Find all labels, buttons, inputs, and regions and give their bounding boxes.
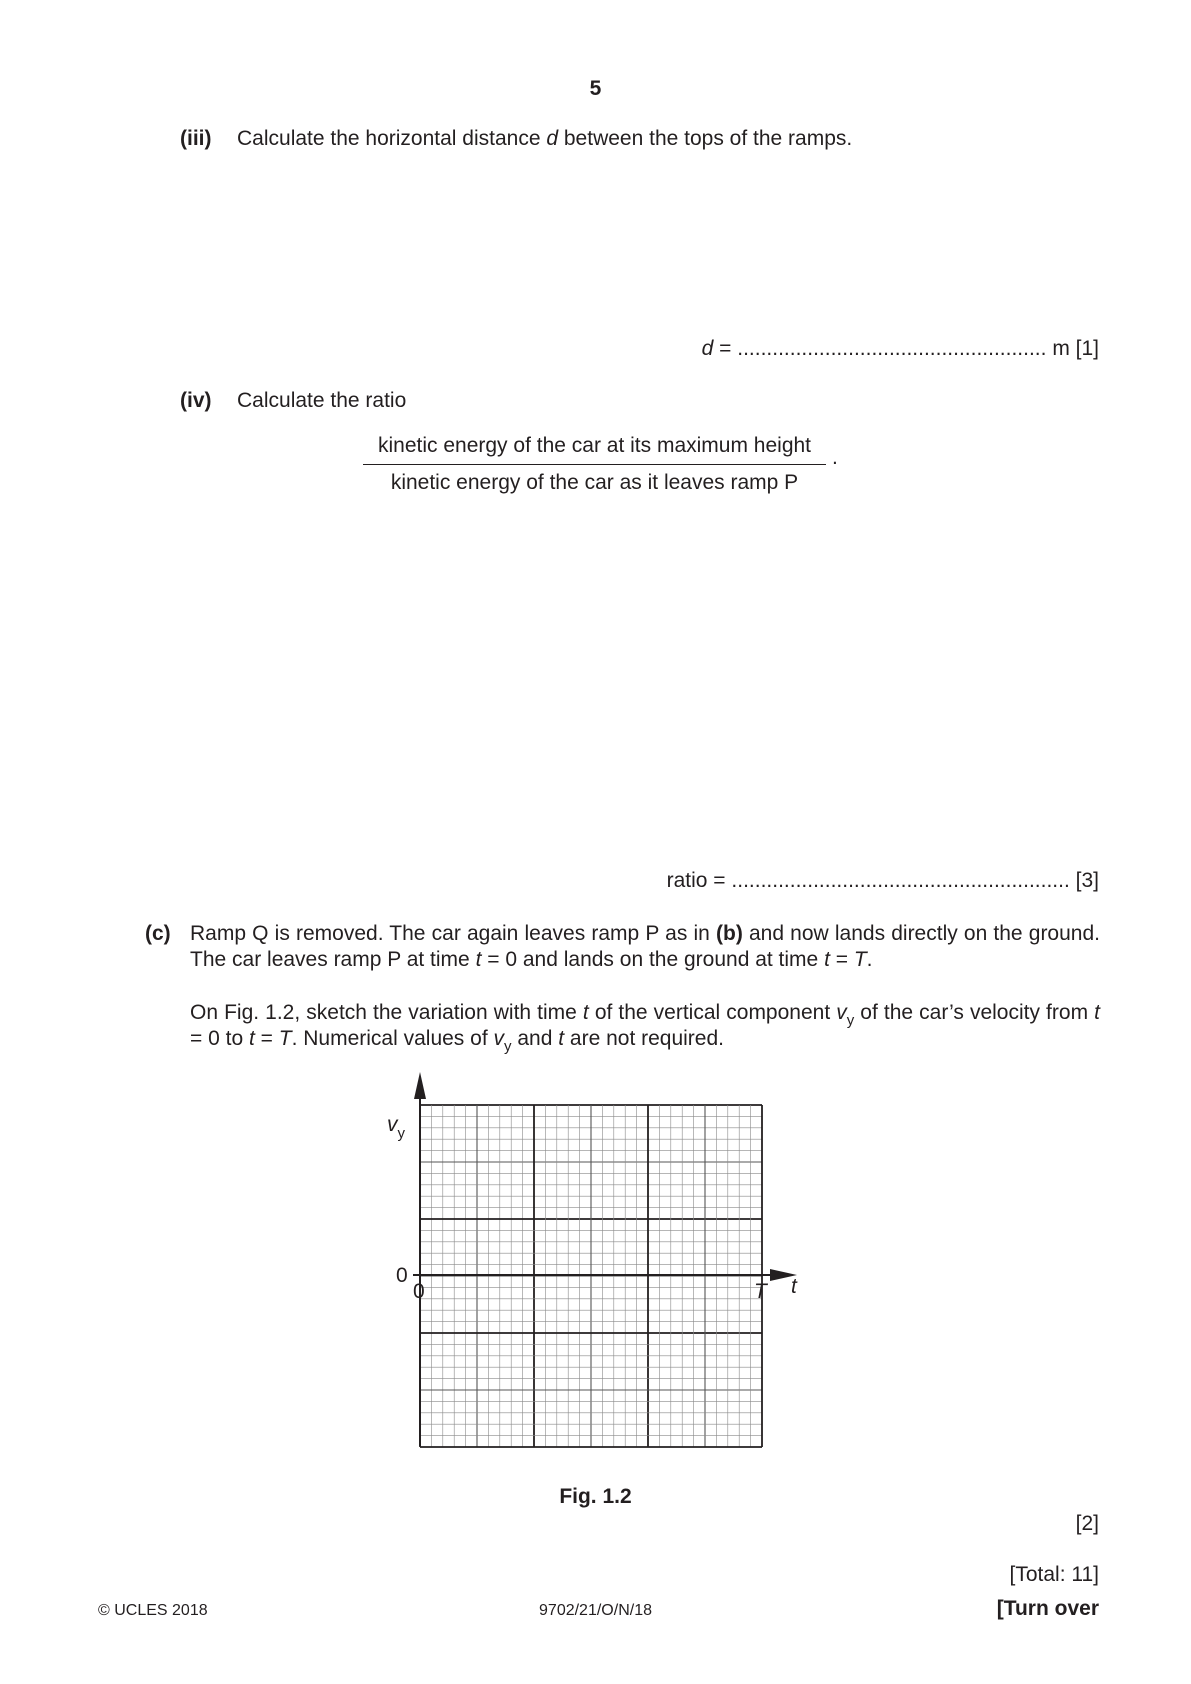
end-time-label: T: [754, 1280, 767, 1303]
variable-d: d: [546, 127, 559, 150]
total-marks: [Total: 11]: [1009, 1563, 1099, 1586]
answer-equals: =: [713, 337, 738, 360]
text: = 0 and lands on the ground at time: [481, 948, 825, 971]
marks-part-c: [2]: [1075, 1512, 1099, 1535]
variable-t: t: [1094, 1001, 1100, 1024]
variable-T: T: [278, 1027, 292, 1050]
fraction-period: .: [832, 446, 838, 469]
y-axis-arrow-icon: [414, 1072, 426, 1099]
variable-v: v: [493, 1027, 504, 1050]
text: .: [866, 948, 873, 971]
fraction-numerator: kinetic energy of the car at its maximum height: [363, 434, 826, 465]
footer-paper-code: 9702/21/O/N/18: [539, 1602, 652, 1619]
turn-over: [Turn over: [996, 1597, 1099, 1620]
footer-copyright: © UCLES 2018: [98, 1602, 208, 1619]
answer-marks: [3]: [1069, 869, 1099, 892]
text: =: [254, 1027, 279, 1050]
variable-t: t: [558, 1027, 565, 1050]
part-iv-question: Calculate the ratio: [237, 389, 407, 412]
subscript-y: y: [504, 1038, 512, 1055]
x-axis-label: t: [791, 1275, 797, 1298]
variable-t: t: [475, 948, 482, 971]
question-label-iii: (iii): [180, 127, 212, 150]
variable-t: t: [582, 1001, 589, 1024]
text: =: [829, 948, 854, 971]
text: of the car’s velocity from: [854, 1001, 1095, 1024]
variable-t: t: [824, 948, 830, 971]
question-text: Calculate the horizontal distance: [237, 127, 547, 150]
variable-v: v: [836, 1001, 847, 1024]
answer-variable: d: [701, 337, 714, 360]
text: and: [511, 1027, 559, 1050]
text: On Fig. 1.2, sketch the variation with time: [190, 1001, 583, 1024]
text: of the vertical component: [588, 1001, 837, 1024]
figure-caption: Fig. 1.2: [559, 1485, 632, 1508]
fraction-denominator: kinetic energy of the car as it leaves ramp P: [390, 471, 799, 494]
y-axis-label: $v_y$: [387, 1113, 405, 1142]
subscript-y: y: [846, 1012, 855, 1029]
answer-unit-marks: m [1]: [1046, 337, 1099, 360]
origin-y-label: 0: [396, 1264, 408, 1287]
text: and now lands directly on the ground. The car leaves ramp P at time: [190, 922, 1100, 971]
text: Ramp Q is removed. The car again leaves ramp P as in: [190, 922, 716, 945]
question-label-iv: (iv): [180, 389, 212, 412]
origin-x-label: 0: [413, 1280, 425, 1303]
page-number: 5: [589, 77, 602, 100]
question-text: between the tops of the ramps.: [558, 127, 853, 150]
answer-blank[interactable]: ..........................................................: [731, 869, 1070, 892]
text-bold: (b): [716, 922, 743, 945]
text: = 0 to: [190, 1027, 249, 1050]
variable-t: t: [248, 1027, 255, 1050]
variable-T: T: [853, 948, 867, 971]
answer-label: ratio =: [666, 869, 732, 892]
answer-blank[interactable]: .....................................................: [737, 337, 1047, 360]
text: . Numerical values of: [291, 1027, 494, 1050]
text: are not required.: [564, 1027, 724, 1050]
question-label-c: (c): [145, 922, 171, 945]
